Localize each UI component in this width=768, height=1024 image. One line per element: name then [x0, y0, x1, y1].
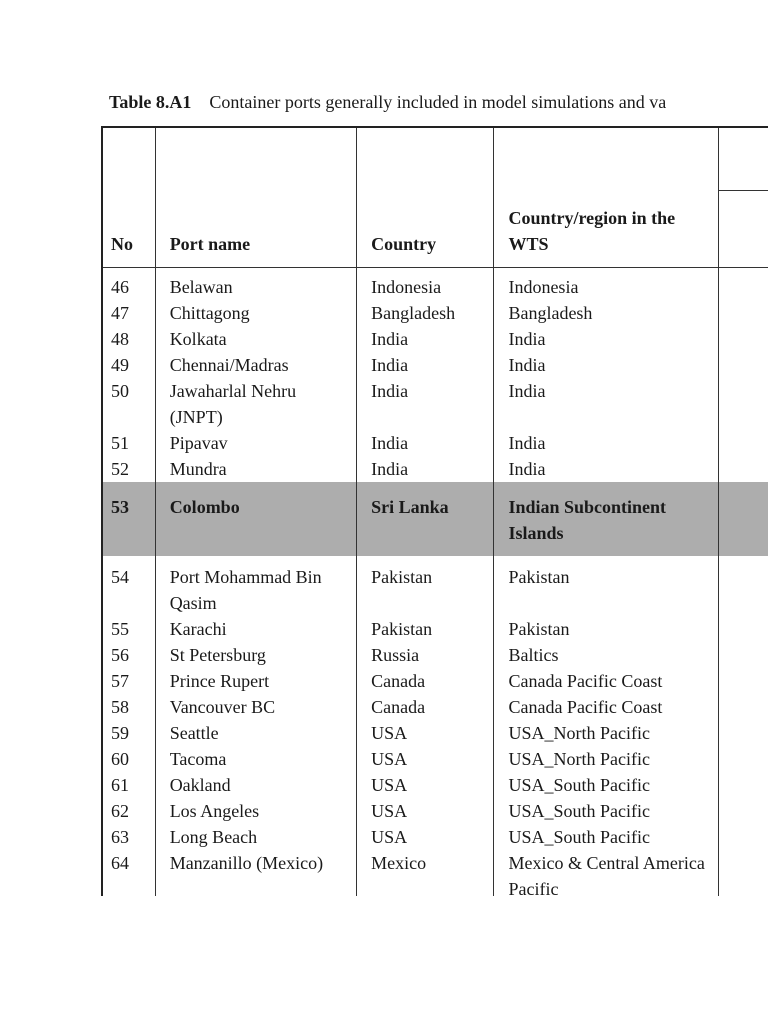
row-truncated-cell [718, 720, 768, 746]
row-country: India [357, 430, 494, 456]
row-country: India [357, 378, 494, 430]
row-port-name: Tacoma [155, 746, 356, 772]
row-port-name: Colombo [155, 482, 356, 556]
table-caption-text: Container ports generally included in model simulations and va [209, 92, 667, 112]
row-country: Pakistan [357, 616, 494, 642]
header-region: Country/region in the WTS [494, 128, 718, 268]
row-region: Canada Pacific Coast [494, 668, 718, 694]
row-truncated-cell [718, 850, 768, 896]
row-truncated-cell [718, 482, 768, 556]
row-region: Baltics [494, 642, 718, 668]
row-port-name: Pipavav [155, 430, 356, 456]
row-no: 64 [111, 853, 129, 873]
row-no: 60 [111, 749, 129, 769]
row-truncated-cell [718, 430, 768, 456]
header-no: No [103, 128, 155, 268]
row-no: 54 [111, 567, 129, 587]
row-port-name: Prince Rupert [155, 668, 356, 694]
header-country: Country [357, 128, 494, 268]
row-port-name: Chennai/Madras [155, 352, 356, 378]
row-country: Russia [357, 642, 494, 668]
row-region: Mexico & Central America Pacific [494, 850, 718, 896]
table-row [103, 352, 768, 378]
table-row-highlighted [103, 482, 768, 556]
row-region: Canada Pacific Coast [494, 694, 718, 720]
row-truncated-cell [718, 556, 768, 616]
row-region: India [494, 326, 718, 352]
row-country: India [357, 456, 494, 482]
row-truncated-cell [718, 300, 768, 326]
row-no: 46 [111, 277, 129, 297]
row-no: 62 [111, 801, 129, 821]
table-row [103, 850, 768, 896]
row-port-name: Long Beach [155, 824, 356, 850]
row-no: 47 [111, 303, 129, 323]
row-country: Sri Lanka [357, 482, 494, 556]
row-no: 56 [111, 645, 129, 665]
row-region: USA_North Pacific [494, 720, 718, 746]
table-row [103, 430, 768, 456]
row-country: India [357, 326, 494, 352]
row-truncated-cell [718, 772, 768, 798]
row-country: Canada [357, 694, 494, 720]
row-country: USA [357, 746, 494, 772]
row-no: 63 [111, 827, 129, 847]
row-port-name: Karachi [155, 616, 356, 642]
row-port-name: Mundra [155, 456, 356, 482]
row-region: Indian Subcontinent Islands [494, 482, 718, 556]
header-truncated-column [718, 128, 768, 268]
row-region: Pakistan [494, 616, 718, 642]
row-region: Indonesia [494, 268, 718, 301]
row-port-name: Oakland [155, 772, 356, 798]
row-truncated-cell [718, 798, 768, 824]
header-port-name: Port name [155, 128, 356, 268]
row-country: USA [357, 824, 494, 850]
table-row [103, 746, 768, 772]
row-no: 59 [111, 723, 129, 743]
row-port-name: Kolkata [155, 326, 356, 352]
table-row [103, 326, 768, 352]
row-country: India [357, 352, 494, 378]
table-row [103, 616, 768, 642]
row-region: USA_South Pacific [494, 824, 718, 850]
row-region: USA_North Pacific [494, 746, 718, 772]
row-truncated-cell [718, 746, 768, 772]
table-row [103, 720, 768, 746]
table-row [103, 798, 768, 824]
row-no: 50 [111, 381, 129, 401]
table-row [103, 456, 768, 482]
row-country: Indonesia [357, 268, 494, 301]
row-country: USA [357, 772, 494, 798]
ports-table-container [101, 126, 768, 896]
row-no: 51 [111, 433, 129, 453]
row-truncated-cell [718, 268, 768, 301]
row-port-name: Chittagong [155, 300, 356, 326]
row-truncated-cell [718, 668, 768, 694]
row-country: Canada [357, 668, 494, 694]
table-row [103, 556, 768, 616]
row-truncated-cell [718, 378, 768, 430]
row-port-name: Belawan [155, 268, 356, 301]
row-truncated-cell [718, 642, 768, 668]
row-truncated-cell [718, 616, 768, 642]
row-port-name: Seattle [155, 720, 356, 746]
row-region: India [494, 378, 718, 430]
row-port-name: St Petersburg [155, 642, 356, 668]
row-port-name: Vancouver BC [155, 694, 356, 720]
row-country: USA [357, 798, 494, 824]
table-row [103, 694, 768, 720]
row-no: 57 [111, 671, 129, 691]
row-region: India [494, 430, 718, 456]
row-truncated-cell [718, 326, 768, 352]
row-region: Pakistan [494, 556, 718, 616]
row-port-name: Los Angeles [155, 798, 356, 824]
table-row [103, 378, 768, 430]
row-region: Bangladesh [494, 300, 718, 326]
table-row [103, 300, 768, 326]
table-row [103, 824, 768, 850]
table-row [103, 268, 768, 301]
row-country: USA [357, 720, 494, 746]
row-region: India [494, 352, 718, 378]
row-region: USA_South Pacific [494, 798, 718, 824]
row-no: 48 [111, 329, 129, 349]
table-caption [109, 90, 768, 114]
row-no: 58 [111, 697, 129, 717]
table-row [103, 668, 768, 694]
table-caption-label: Table 8.A1 [109, 92, 192, 112]
row-no: 49 [111, 355, 129, 375]
row-port-name: Port Mohammad Bin Qasim [155, 556, 356, 616]
row-port-name: Manzanillo (Mexico) [155, 850, 356, 896]
row-no: 61 [111, 775, 129, 795]
table-row [103, 772, 768, 798]
row-port-name: Jawaharlal Nehru (JNPT) [155, 378, 356, 430]
table-row [103, 642, 768, 668]
row-no: 52 [111, 459, 129, 479]
row-truncated-cell [718, 456, 768, 482]
row-country: Pakistan [357, 556, 494, 616]
table-header-row [103, 128, 768, 268]
row-truncated-cell [718, 824, 768, 850]
row-truncated-cell [718, 694, 768, 720]
row-no: 55 [111, 619, 129, 639]
row-country: Mexico [357, 850, 494, 896]
row-country: Bangladesh [357, 300, 494, 326]
row-region: USA_South Pacific [494, 772, 718, 798]
row-no: 53 [103, 482, 155, 556]
row-region: India [494, 456, 718, 482]
row-truncated-cell [718, 352, 768, 378]
ports-table [103, 128, 768, 896]
